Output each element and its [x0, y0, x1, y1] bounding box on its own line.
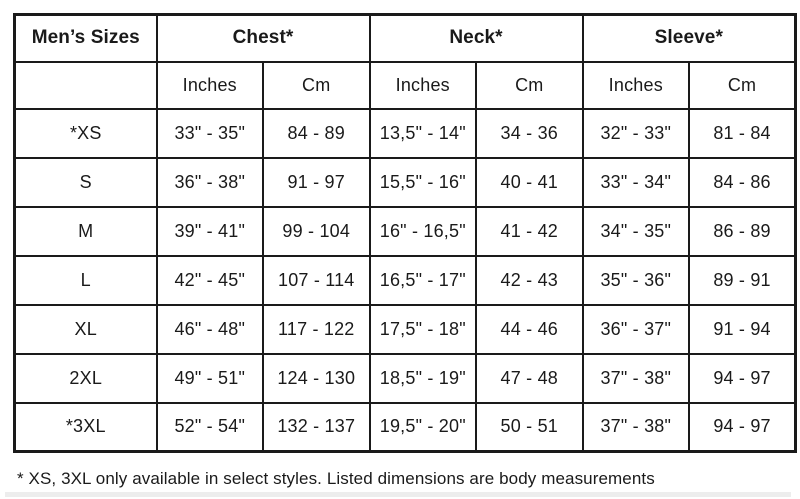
- neck-cm-cell: 47 - 48: [476, 354, 583, 403]
- table-row-xs: [15, 109, 796, 158]
- neck-cm-cell: 40 - 41: [476, 158, 583, 207]
- neck-inches-cell: 17,5" - 18": [370, 305, 477, 354]
- neck-cm-cell: 50 - 51: [476, 403, 583, 452]
- sleeve-inches-cell: 34" - 35": [583, 207, 690, 256]
- neck-cm-cell: 41 - 42: [476, 207, 583, 256]
- chest-inches-cell: 52" - 54": [157, 403, 264, 452]
- sleeve-cm-header: Cm: [689, 62, 796, 109]
- group-header-sleeve: Sleeve*: [583, 15, 796, 62]
- corner-header-cell: Men’s Sizes: [15, 15, 157, 62]
- neck-cm-header: Cm: [476, 62, 583, 109]
- size-label-cell: 2XL: [15, 354, 157, 403]
- footnote-text: * XS, 3XL only available in select styles. Listed dimensions are body measurements: [17, 469, 655, 488]
- sleeve-cm-cell: 94 - 97: [689, 403, 796, 452]
- neck-inches-cell: 16" - 16,5": [370, 207, 477, 256]
- group-header-row: [15, 15, 796, 62]
- chest-inches-cell: 33" - 35": [157, 109, 264, 158]
- chest-inches-cell: 42" - 45": [157, 256, 264, 305]
- sleeve-inches-cell: 37" - 38": [583, 403, 690, 452]
- size-label-cell: *XS: [15, 109, 157, 158]
- chest-cm-cell: 107 - 114: [263, 256, 370, 305]
- sleeve-inches-cell: 37" - 38": [583, 354, 690, 403]
- sleeve-cm-cell: 84 - 86: [689, 158, 796, 207]
- unit-header-row: [15, 62, 796, 109]
- chest-inches-cell: 36" - 38": [157, 158, 264, 207]
- neck-inches-header: Inches: [370, 62, 477, 109]
- neck-inches-cell: 13,5" - 14": [370, 109, 477, 158]
- group-header-neck: Neck*: [370, 15, 583, 62]
- chest-inches-cell: 39" - 41": [157, 207, 264, 256]
- table-row-l: [15, 256, 796, 305]
- size-label-cell: S: [15, 158, 157, 207]
- neck-cm-cell: 34 - 36: [476, 109, 583, 158]
- size-label-cell: L: [15, 256, 157, 305]
- sleeve-cm-cell: 86 - 89: [689, 207, 796, 256]
- sleeve-inches-cell: 32" - 33": [583, 109, 690, 158]
- sleeve-inches-cell: 33" - 34": [583, 158, 690, 207]
- neck-cm-cell: 42 - 43: [476, 256, 583, 305]
- chest-cm-cell: 132 - 137: [263, 403, 370, 452]
- chest-inches-cell: 49" - 51": [157, 354, 264, 403]
- sleeve-cm-cell: 91 - 94: [689, 305, 796, 354]
- group-header-chest: Chest*: [157, 15, 370, 62]
- sleeve-cm-cell: 94 - 97: [689, 354, 796, 403]
- chest-cm-header: Cm: [263, 62, 370, 109]
- sleeve-cm-cell: 89 - 91: [689, 256, 796, 305]
- table-row-m: [15, 207, 796, 256]
- size-chart-table: [13, 13, 797, 453]
- table-row-s: [15, 158, 796, 207]
- empty-corner-cell: [15, 62, 157, 109]
- neck-inches-cell: 18,5" - 19": [370, 354, 477, 403]
- neck-inches-cell: 19,5" - 20": [370, 403, 477, 452]
- neck-inches-cell: 16,5" - 17": [370, 256, 477, 305]
- chest-cm-cell: 117 - 122: [263, 305, 370, 354]
- neck-cm-cell: 44 - 46: [476, 305, 583, 354]
- table-row-3xl: [15, 403, 796, 452]
- chest-cm-cell: 99 - 104: [263, 207, 370, 256]
- chest-cm-cell: 91 - 97: [263, 158, 370, 207]
- chest-cm-cell: 84 - 89: [263, 109, 370, 158]
- bottom-artifact-strip: [5, 492, 791, 497]
- size-label-cell: M: [15, 207, 157, 256]
- table-row-xl: [15, 305, 796, 354]
- chest-cm-cell: 124 - 130: [263, 354, 370, 403]
- sleeve-inches-cell: 35" - 36": [583, 256, 690, 305]
- sleeve-inches-header: Inches: [583, 62, 690, 109]
- size-label-cell: XL: [15, 305, 157, 354]
- size-label-cell: *3XL: [15, 403, 157, 452]
- chest-inches-cell: 46" - 48": [157, 305, 264, 354]
- sleeve-cm-cell: 81 - 84: [689, 109, 796, 158]
- sleeve-inches-cell: 36" - 37": [583, 305, 690, 354]
- chest-inches-header: Inches: [157, 62, 264, 109]
- table-row-2xl: [15, 354, 796, 403]
- neck-inches-cell: 15,5" - 16": [370, 158, 477, 207]
